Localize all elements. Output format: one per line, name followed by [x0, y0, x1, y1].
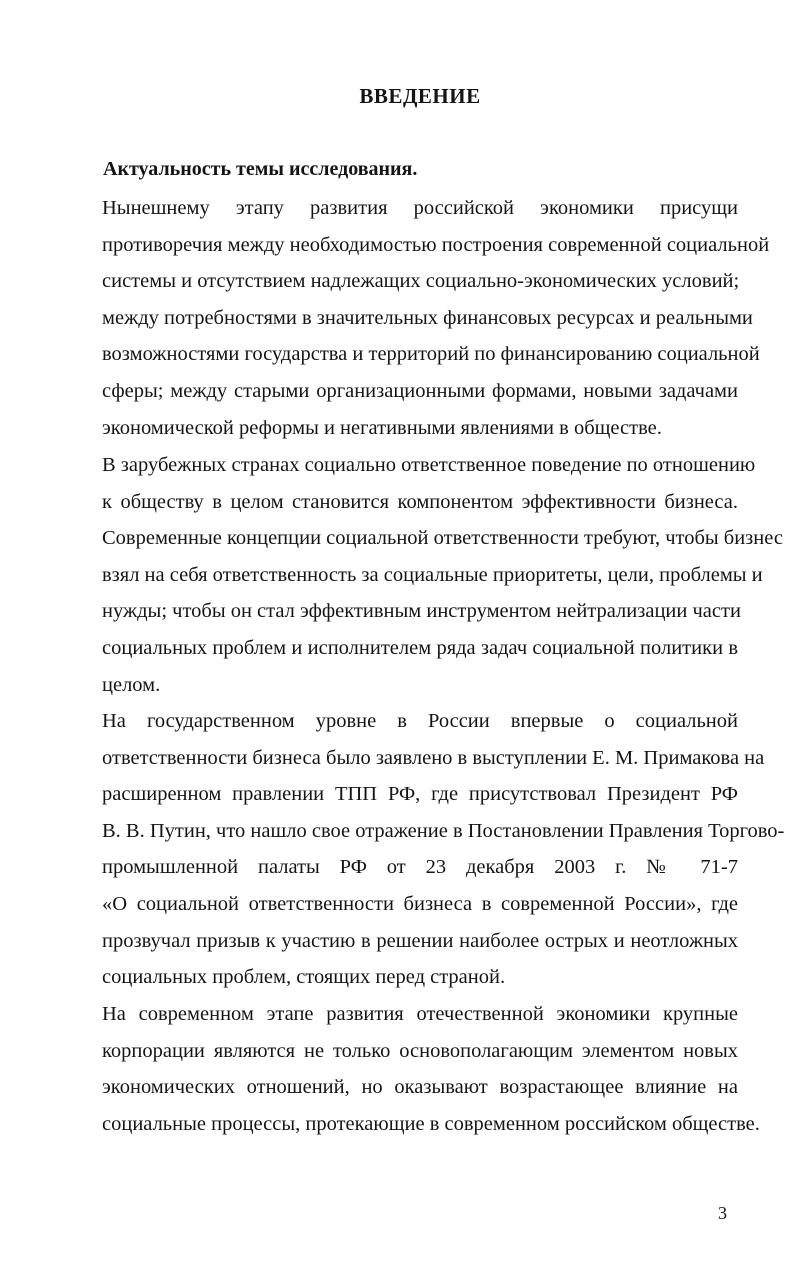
- paragraph-line: между потребностями в значительных финансовых ресурсах и реальными: [102, 306, 753, 329]
- paragraph-1: [71, 190, 770, 446]
- paragraph-line: к обществу в целом становится компонентом эффективности бизнеса.: [102, 490, 738, 513]
- paragraph-line: прозвучал призыв к участию в решении наиболее острых и неотложных: [102, 929, 738, 952]
- paragraph-4: [71, 996, 760, 1142]
- paragraph-line: сферы; между старыми организационными формами, новыми задачами: [102, 379, 738, 402]
- paragraph-line: Нынешнему этапу развития российской экономики присущи: [102, 197, 738, 219]
- paragraph-line: корпорации являются не только основополагающим элементом новых: [102, 1039, 738, 1062]
- paragraph-line: На государственном уровне в России впервые о социальной: [102, 710, 738, 732]
- paragraph-line: экономических отношений, но оказывают возрастающее влияние на: [102, 1076, 738, 1099]
- paragraph-line: «О социальной ответственности бизнеса в современной России», где: [102, 892, 738, 915]
- paragraph-line: В зарубежных странах социально ответственное поведение по отношению: [102, 454, 756, 476]
- paragraph-line: социальных проблем и исполнителем ряда задач социальной политики в: [102, 636, 738, 659]
- paragraph-line: социальных проблем, стоящих перед страной.: [102, 966, 506, 989]
- page-number: 3: [718, 1203, 727, 1223]
- paragraph-line: расширенном правлении ТПП РФ, где присутствовал Президент РФ: [102, 783, 738, 806]
- paragraph-line: взял на себя ответственность за социальные приоритеты, цели, проблемы и: [102, 563, 763, 586]
- paragraph-line: В. В. Путин, что нашло свое отражение в Постановлении Правления Торгово-: [102, 819, 785, 842]
- paragraph-line: нужды; чтобы он стал эффективным инструментом нейтрализации части: [102, 600, 741, 623]
- section-heading: Актуальность темы исследования.: [103, 158, 418, 180]
- paragraph-line: ответственности бизнеса было заявлено в выступлении Е. М. Примакова на: [102, 746, 765, 769]
- paragraph-line: целом.: [102, 673, 161, 696]
- paragraph-line: возможностями государства и территорий по финансированию социальной: [102, 343, 760, 366]
- paragraph-line: экономической реформы и негативными явлениями в обществе.: [102, 416, 662, 439]
- paragraph-line: промышленной палаты РФ от 23 декабря 2003 г. № 71-7: [102, 856, 738, 879]
- page-title: ВВЕДЕНИЕ: [359, 84, 481, 108]
- paragraph-line: социальные процессы, протекающие в современном российском обществе.: [102, 1112, 760, 1135]
- paragraph-line: системы и отсутствием надлежащих социально-экономических условий;: [102, 270, 740, 293]
- paragraph-line: противоречия между необходимостью построения современной социальной: [102, 233, 770, 256]
- paragraph-2: [71, 447, 783, 703]
- paragraph-3: [71, 703, 785, 996]
- paragraph-line: Современные концепции социальной ответственности требуют, чтобы бизнес: [102, 527, 783, 550]
- paragraph-line: На современном этапе развития отечественной экономики крупные: [102, 1003, 738, 1025]
